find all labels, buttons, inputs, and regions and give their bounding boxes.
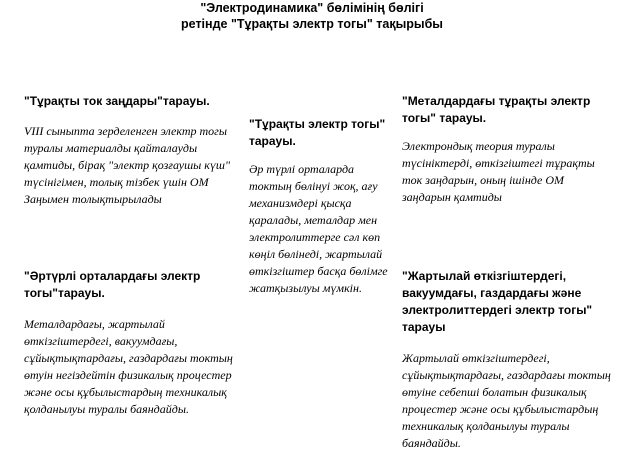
section-heading: "Тұрақты ток заңдары"тарауы. (24, 94, 210, 108)
section-body: Электрондық теория туралы түсініктерді, өткізгіштегі тұрақты ток заңдарын, оның ішінде ОМ заңдарын қамтиды (402, 139, 595, 204)
section-body: VIII сыныпта зерделенген электр тогы туралы материалды қайталауды қамтиды, бірақ "электр қозғаушы күш" түсінігімен, толық тізбек үшін ОМ Заңымен толықтырылады (24, 124, 231, 206)
section-current-in-semiconductors (402, 268, 612, 452)
section-current-in-media (24, 268, 234, 418)
section-dc-in-metals (402, 93, 612, 206)
section-body: Металдардағы, жартылай өткізгіштердегі, вакуумдағы, сұйықтықтардағы, газдардағы токтың өтуін негіздейтін физикалық процестер және осы құбылыстардың техникалық қолданылуы туралы баяндайды. (24, 317, 233, 416)
section-heading: "Әртүрлі орталардағы электр тогы"тарауы. (24, 269, 201, 300)
section-dc-current (249, 116, 389, 297)
document-title (0, 0, 624, 32)
section-dc-laws (24, 93, 234, 208)
section-heading: "Металдардағы тұрақты электр тогы" тарауы. (402, 94, 591, 125)
section-heading: "Тұрақты электр тогы" тарауы. (249, 117, 386, 148)
title-line-1: "Электродинамика" бөлімінің бөлігі (200, 1, 424, 15)
section-heading: "Жартылай өткізгіштердегі, вакуумдағы, газдардағы және электролиттердегі электр тогы" тарауы (402, 269, 593, 334)
title-line-2: ретінде "Тұрақты электр тогы" тақырыбы (181, 17, 443, 31)
section-body: Әр түрлі орталарда токтың бөлінуі жоқ, ағу механизмдері қысқа қаралады, металдар мен электролиттерге сәл көп көңіл бөлінеді, жартылай өткізгіштер басқа бөлімге жатқызылуы мүмкін. (249, 162, 388, 295)
section-body: Жартылай өткізгіштердегі, сұйықтықтардағы, газдардағы токтың өтуіне себепші болатын физикалық процестер және осы құбылыстардың техникалық қолданылуы туралы баяндайды. (402, 351, 611, 450)
